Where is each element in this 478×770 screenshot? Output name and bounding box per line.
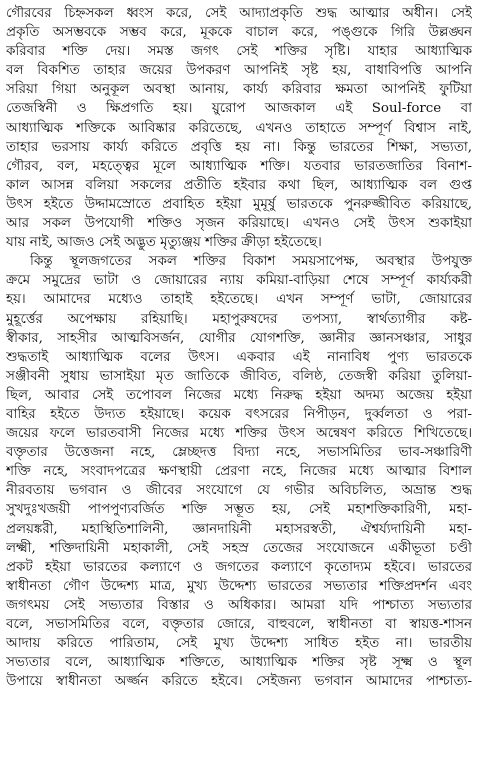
text-line: প্রকৃতি অসম্ভবকে সম্ভব করে, মূককে বাচাল করে, পঙ্গুকে গিরি উল্লঙ্ঘন (6, 25, 472, 41)
paragraph-1 (6, 4, 472, 252)
text-line: সভ্যতার বলে, আধ্যাত্মিক শক্তিতে, আধ্যাত্মিক শক্তির সৃষ্ট সূক্ষ্ম ও স্থূল (6, 655, 472, 671)
text-line: যায় নাই, আজও সেই অদ্ভুত মৃত্যুঞ্জয় শক্তির ক্রীড়া হইতেছে। (6, 235, 322, 251)
paragraph-2 (6, 252, 472, 691)
text-line: জগৎময় সেই সভ্যতার বিস্তার ও অধিকার। আমরা যদি পাশ্চাত্য সভ্যতার (6, 597, 472, 613)
text-line: তাহার ভরসায় কার্য্য করিতে প্রবৃত্তি হয় না। কিন্তু ভারতের শিক্ষা, সভ্যতা, (6, 139, 472, 155)
text-line: উপায়ে স্বাধীনতা অর্জ্জন করিতে হইবে। সেইজন্য ভগবান আমাদের পাশ্চাত্য- (6, 674, 472, 690)
text-line: বক্তৃতার উত্তেজনা নহে, ম্লেচ্ছদত্ত বিদ্যা নহে, সভাসমিতির ভাব-সঞ্চারিণী (6, 445, 472, 461)
text-line: আর সকল উপযোগী শক্তিও সৃজন করিয়াছে। এখনও সেই উৎস শুকাইয়া (6, 216, 472, 232)
text-line: সুখদুঃখজয়ী পাপপুণ্যবর্জিত শক্তি সম্ভূত হয়, সেই মহাশক্তিকারিণী, মহা- (6, 502, 472, 518)
text-line: জয়ের ফলে ভারতবাসী নিজের মধ্যে শক্তির উৎস অন্বেষণ করিতে শিখিতেছে। (6, 426, 472, 442)
text-line: শুদ্ধতাই আধ্যাত্মিক বলের উৎস। একবার এই নানাবিধ পুণ্য ভারতকে (6, 349, 472, 365)
text-line: আধ্যাত্মিক শক্তিকে আবিষ্কার করিতেছে, এখনও তাহাতে সম্পূর্ণ বিশ্বাস নাই, (6, 120, 472, 136)
text-line: বাহির হইতে উদ্যত হইয়াছে। কয়েক বৎসরের নিপীড়ন, দুর্ব্বলতা ও পরা- (6, 406, 472, 422)
text-line: কাল আসন্ন বলিয়া সকলের প্রতীতি হইবার কথা ছিল, আধ্যাত্মিক বল গুপ্ত (6, 177, 472, 193)
text-line: প্রলয়ঙ্করী, মহাস্থিতিশালিনী, জ্ঞানদায়িনী মহাসরস্বতী, ঐশ্বর্য্যদায়িনী মহা- (6, 521, 472, 537)
text-line: আদায় করিতে পারিতাম, সেই মুখ্য উদ্দেশ্য সাধিত হইত না। ভারতীয় (6, 636, 472, 652)
text-line: বল বিকশিত তাহার জয়ের উপকরণ আপনিই সৃষ্ট হয়, বাধাবিপত্তি আপনি (6, 63, 472, 79)
text-line: লক্ষ্মী, শক্তিদায়িনী মহাকালী, সেই সহস্র তেজের সংযোজনে একীভূতা চণ্ডী (6, 540, 472, 556)
text-line: সঞ্জীবনী সুধায় ভাসাইয়া মৃত জাতিকে জীবিত, বলিষ্ঠ, তেজস্বী করিয়া তুলিয়া- (6, 368, 472, 384)
text-line: মুহূর্ত্তের অপেক্ষায় রহিয়াছি। মহাপুরুষদের তপস্যা, স্বার্থত্যাগীর কষ্ট- (6, 311, 472, 327)
text-line: হয়। আমাদের মধ্যেও তাহাই হইতেছে। এখন সম্পূর্ণ ভাটা, জোয়ারের (6, 292, 472, 308)
text-line: বলে, সভাসমিতির বলে, বক্তৃতার জোরে, বাহুবলে, স্বাধীনতা বা স্বায়ত্ত-শাসন (6, 617, 472, 632)
text-line: গৌরবের চিহ্নসকল ধ্বংস করে, সেই আদ্যাপ্রকৃতি শুদ্ধ আত্মার অধীন। সেই (6, 6, 472, 21)
text-line: স্বাধীনতা গৌণ উদ্দেশ্য মাত্র, মুখ্য উদ্দেশ্য ভারতের সভ্যতার শক্তিপ্রদর্শন এবং (6, 578, 472, 594)
text-line: শক্তি নহে, সংবাদপত্রের ক্ষণস্থায়ী প্রেরণা নহে, নিজের মধ্যে আত্মার বিশাল (6, 464, 472, 480)
text-line: প্রকট হইয়া ভারতের কল্যাণে ও জগতের কল্যাণে কৃতোদ্যম হইবে। ভারতের (6, 559, 472, 575)
text-line: সরিয়া গিয়া অনুকূল অবস্থা আনায়, কার্য্য করিবার ক্ষমতা আপনিই ফুটিয়া (6, 82, 472, 98)
text-line: উৎস হইতে উদ্দামস্রোতে প্রবাহিত হইয়া মুমূর্ষু ভারতকে পুনরুজ্জীবিত করিয়াছে, (6, 196, 472, 212)
text-line: কিন্তু স্থূলজগতের সকল শক্তির বিকাশ সময়সাপেক্ষ, অবস্থার উপযুক্ত (30, 254, 472, 270)
text-line: তেজস্বিনী ও ক্ষিপ্রগতি হয়। য়ুরোপ আজকাল এই Soul-force বা (6, 101, 472, 117)
text-line: নীরবতায় ভগবান ও জীবের সংযোগে যে গভীর অবিচলিত, অভ্রান্ত শুদ্ধ (6, 483, 472, 499)
text-line: করিবার শক্তি দেয়। সমস্ত জগৎ সেই শক্তির সৃষ্টি। যাহার আধ্যাত্মিক (6, 44, 472, 60)
text-line: গৌরব, বল, মহত্ত্বের মূলে আধ্যাত্মিক শক্তি। যতবার ভারতজাতির বিনাশ- (6, 158, 472, 174)
text-line: ক্রমে সমুদ্রের ভাটা ও জোয়ারের ন্যায় কমিয়া-বাড়িয়া শেষে সম্পূর্ণ কার্য্যকরী (6, 273, 472, 289)
text-line: স্বীকার, সাহসীর আত্মবিসর্জন, যোগীর যোগশক্তি, জ্ঞানীর জ্ঞানসঞ্চার, সাধুর (6, 330, 472, 346)
text-line: ছিল, আবার সেই তপোবল নিজের মধ্যে নিরুদ্ধ হইয়া অদম্য অজেয় হইয়া (6, 387, 472, 403)
document-page (6, 4, 472, 766)
